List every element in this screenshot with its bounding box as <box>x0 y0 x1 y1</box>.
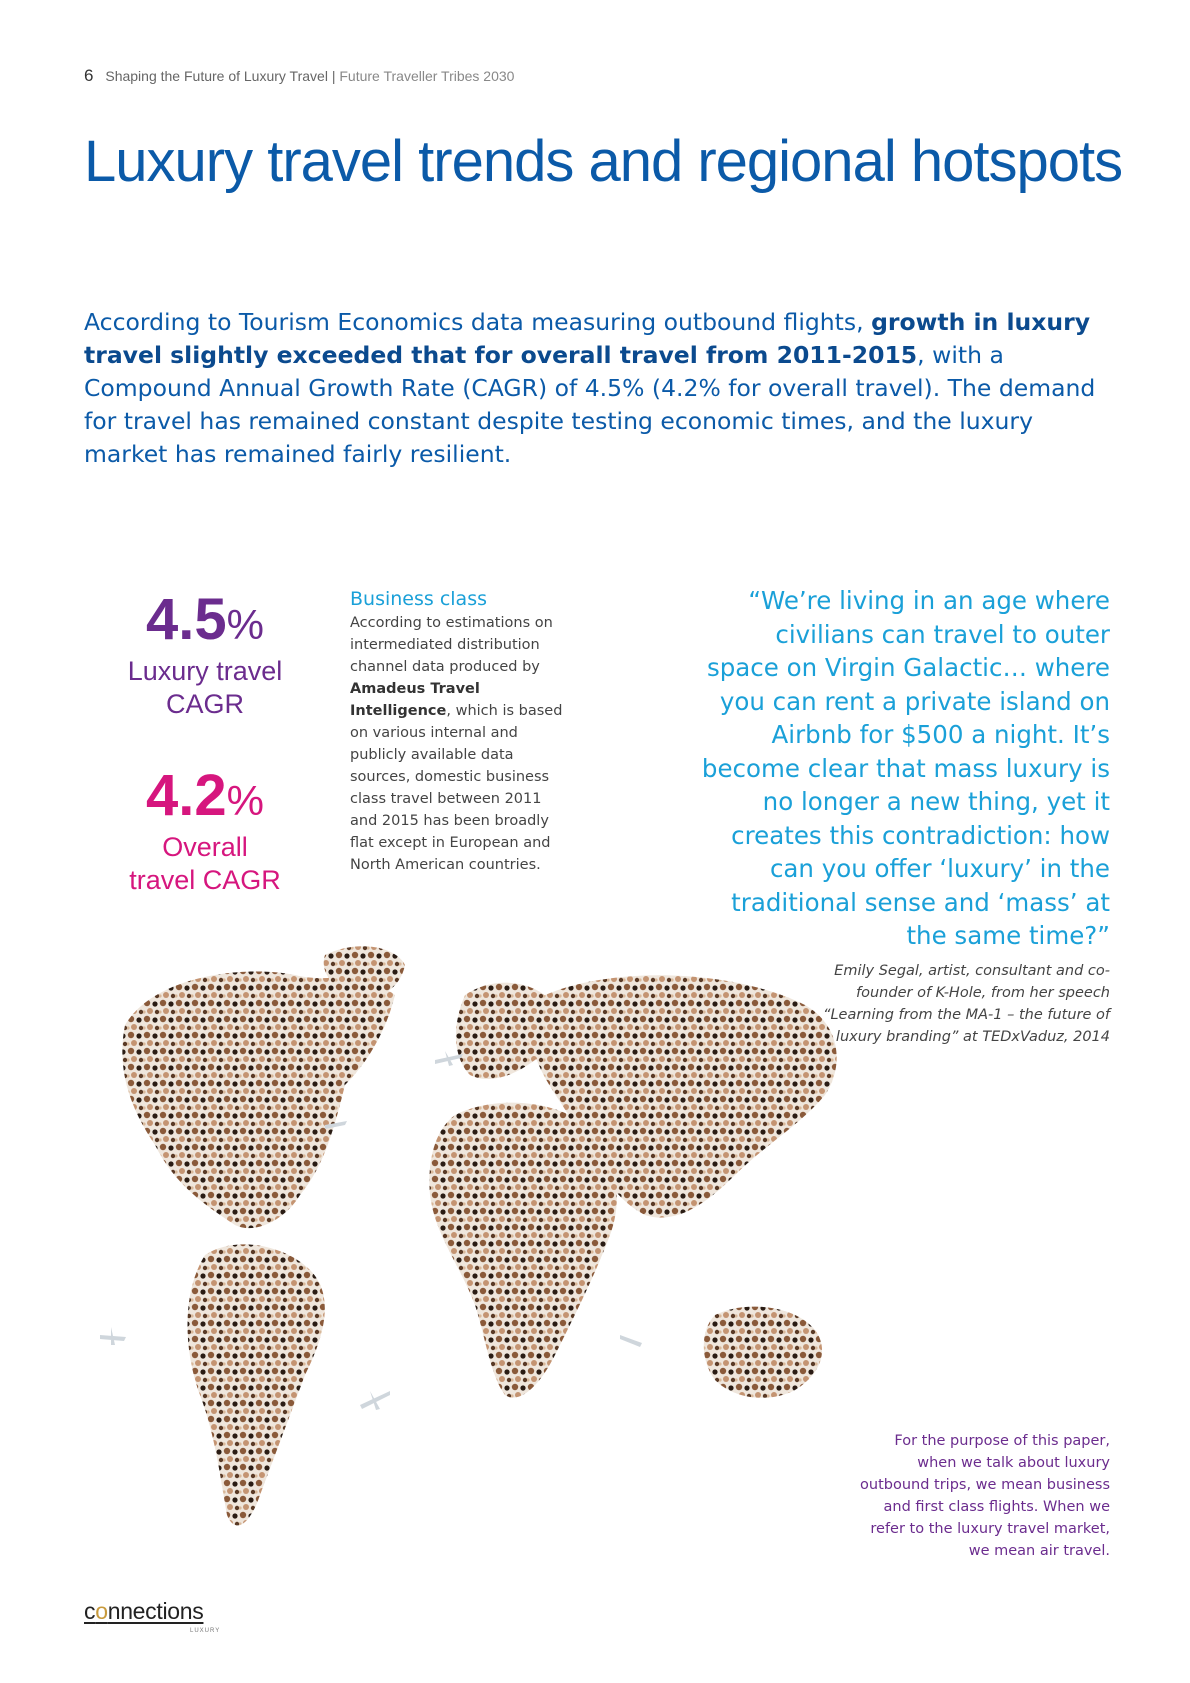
page-number: 6 <box>84 66 94 85</box>
south-america-shape <box>188 1244 325 1525</box>
business-text-1: According to estimations on intermediated distribution channel data produced by <box>350 615 553 675</box>
stat-label-line1: Overall <box>162 832 248 862</box>
airplane-icon <box>360 1391 390 1410</box>
airplane-icon <box>100 1327 126 1345</box>
intro-paragraph <box>84 306 1104 471</box>
pull-quote: “We’re living in an age where civilians can travel to outer space on Virgin Galactic… where you can rent a private island on Airbnb for $500 a night. It’s become clear that mass luxury is no longer a new thing, yet it creates this contradiction: how can you offer ‘luxury’ in the traditional sense and ‘mass’ at the same time?” <box>701 586 1110 950</box>
intro-text-1: According to Tourism Economics data measuring outbound flights, <box>84 308 872 336</box>
business-text-bold: Amadeus Travel Intelligence <box>350 681 480 719</box>
north-america-shape <box>122 972 395 1229</box>
stat-luxury-cagr <box>100 587 310 721</box>
map-continents <box>122 946 836 1525</box>
business-class-text <box>350 612 565 876</box>
logo-subtitle: LUXURY <box>190 1628 221 1634</box>
header-subtitle: Future Traveller Tribes 2030 <box>339 68 515 84</box>
connections-logo <box>84 1598 203 1625</box>
stat-unit: % <box>226 601 264 648</box>
business-class-heading: Business class <box>350 588 487 610</box>
stat-value <box>100 587 310 655</box>
stat-overall-cagr <box>100 763 310 897</box>
world-map-collage-image <box>95 935 855 1575</box>
header-separator: | <box>331 68 336 84</box>
stat-label-line2: travel CAGR <box>129 865 281 895</box>
stat-number: 4.2 <box>146 763 227 828</box>
page-header <box>84 66 514 86</box>
page-title: Luxury travel trends and regional hotspots <box>84 129 1123 194</box>
intro-bold: growth in luxury travel slightly exceeded that for overall travel from 2011-2015 <box>84 308 1091 369</box>
stat-label-line2: CAGR <box>165 689 244 719</box>
intro-text-2: , with a Compound Annual Growth Rate (CAGR) of 4.5% (4.2% for overall travel). The demand for travel has remained constant despite testing economic times, and the luxury market has remained fairly resilient. <box>84 341 1096 468</box>
stat-value <box>100 763 310 831</box>
logo-text-post: nnections <box>107 1598 204 1624</box>
business-text-2: , which is based on various internal and publicly available data sources, domestic business class travel between 2011 and 2015 has been broadly flat except in European and North American countries. <box>350 703 563 873</box>
business-class-sidebar <box>350 588 565 876</box>
quote-attribution: Emily Segal, artist, consultant and co-founder of K-Hole, from her speech “Learning from the MA-1 – the future of luxury branding” at TEDxVaduz, 2014 <box>822 963 1110 1045</box>
stat-number: 4.5 <box>146 587 227 652</box>
footnote: For the purpose of this paper, when we talk about luxury outbound trips, we mean business and first class flights. When we refer to the luxury travel market, we mean air travel. <box>860 1433 1110 1559</box>
australia-shape <box>704 1307 822 1398</box>
stat-label-line1: Luxury travel <box>127 656 283 686</box>
header-section: Shaping the Future of Luxury Travel <box>105 68 328 84</box>
logo-text-pre: c <box>84 1598 96 1624</box>
airplane-icon <box>620 1335 642 1347</box>
logo-text-o: o <box>95 1598 108 1624</box>
stat-unit: % <box>226 777 264 824</box>
